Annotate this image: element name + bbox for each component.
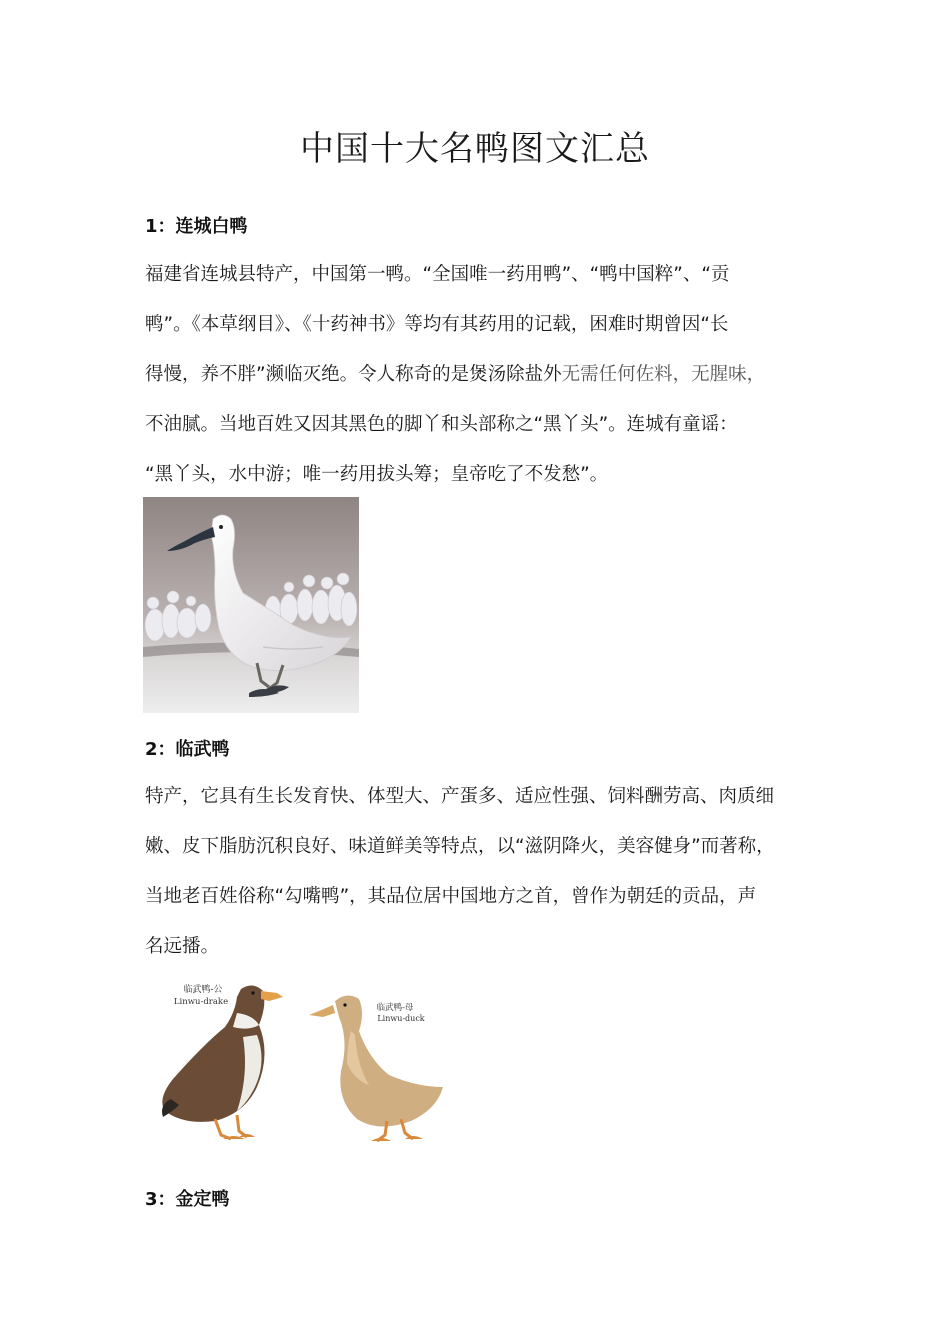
duck-label-en: Linwu-duck (377, 1014, 425, 1023)
section-paragraph-2 (145, 772, 815, 972)
drake-label-en: Linwu-drake (173, 997, 229, 1007)
paragraph-line (145, 350, 815, 400)
paragraph-line: 名远播。 (145, 936, 220, 957)
linwu-duck-photo (143, 975, 473, 1150)
drake-label-cn: 临武鸭-公 (183, 985, 223, 995)
paragraph-line-gray-text: 无需任何佐料，无腥味， (561, 364, 766, 385)
section-heading-3: 3：金定鸭 (145, 1189, 230, 1210)
document-title: 中国十大名鸭图文汇总 (300, 129, 650, 169)
paragraph-line-text: 得慢，养不胖”濒临灭绝。令人称奇的是煲汤除盐外 (145, 364, 562, 385)
linwu-ducks-illustration (143, 975, 473, 1150)
paragraph-line: “黑丫头，水中游；唯一药用拔头筹；皇帝吃了不发愁”。 (145, 464, 609, 485)
paragraph-line: 不油腻。当地百姓又因其黑色的脚丫和头部称之“黑丫头”。连城有童谣： (145, 414, 738, 435)
white-duck-illustration (143, 497, 359, 713)
section-paragraph-1 (145, 250, 815, 500)
paragraph-line: 福建省连城县特产，中国第一鸭。“全国唯一药用鸭”、“鸭中国粹”、“贡 (145, 264, 730, 285)
duck-label-cn: 临武鸭-母 (376, 1003, 414, 1013)
paragraph-line: 嫩、皮下脂肪沉积良好、味道鲜美等特点，以“滋阴降火，美容健身”而著称， (145, 836, 775, 857)
section-heading-2: 2：临武鸭 (145, 739, 230, 760)
liancheng-white-duck-photo (143, 497, 359, 713)
paragraph-line: 鸭”。《本草纲目》、《十药神书》等均有其药用的记载，困难时期曾因“长 (145, 314, 729, 335)
paragraph-line: 特产，它具有生长发育快、体型大、产蛋多、适应性强、饲料酬劳高、肉质细 (145, 786, 775, 807)
section-heading-1: 1：连城白鸭 (145, 216, 248, 237)
paragraph-line: 当地老百姓俗称“勾嘴鸭”，其品位居中国地方之首，曾作为朝廷的贡品，声 (145, 886, 757, 907)
